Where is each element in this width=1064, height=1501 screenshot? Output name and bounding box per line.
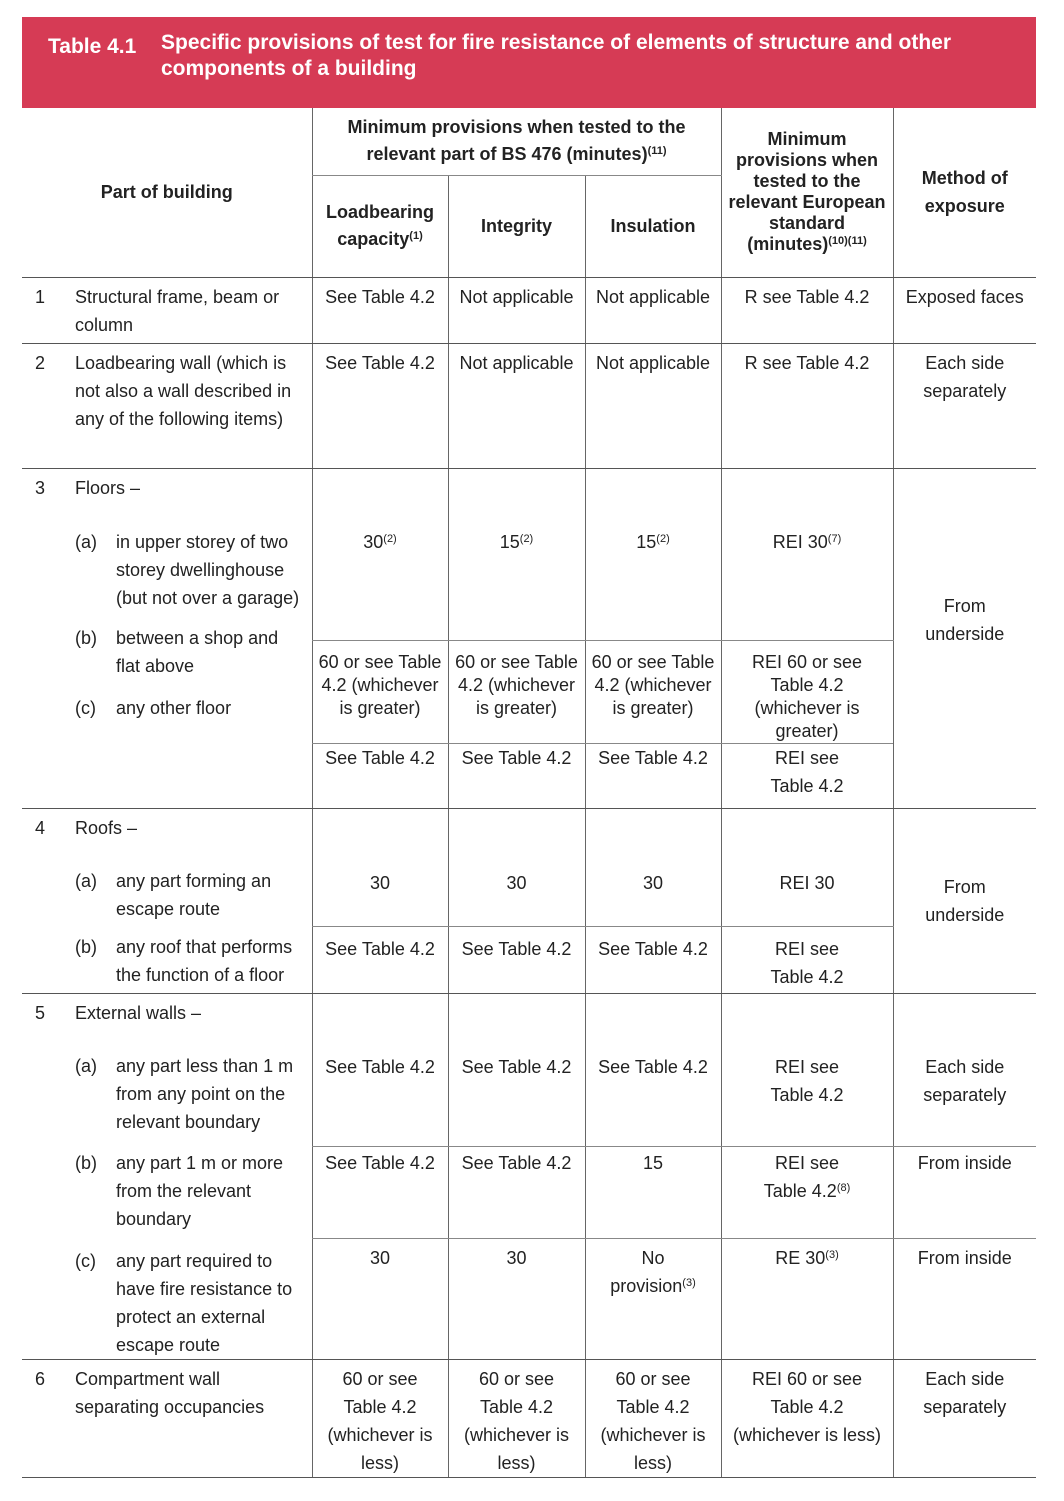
- row-number: 1: [22, 277, 67, 343]
- cell-integrity: 30: [448, 1239, 585, 1359]
- header-loadbearing: [312, 175, 448, 277]
- table-title: Specific provisions of test for fire resistance of elements of structure and other components of a building: [161, 31, 952, 80]
- cell-loadbearing: 60 or see Table 4.2 (whichever is greater): [312, 640, 448, 743]
- footnote-ref: (2): [656, 532, 670, 545]
- value: 30: [363, 531, 384, 552]
- cell-insulation: See Table 4.2: [585, 926, 721, 993]
- subitem-label: (c): [75, 1250, 96, 1271]
- value: 15: [499, 531, 520, 552]
- cell-method: From inside: [893, 1146, 1036, 1238]
- footnote-ref: (2): [383, 532, 397, 545]
- table-row: [22, 468, 1036, 640]
- cell-insulation: See Table 4.2: [585, 993, 721, 1146]
- cell-loadbearing: See Table 4.2: [312, 277, 448, 343]
- row-part: Floors –: [75, 477, 141, 498]
- cell-european: REI 60 or see Table 4.2 (whichever is greater): [721, 640, 893, 743]
- cell-method: Each side separately: [893, 343, 1036, 468]
- row-part-group: [67, 468, 312, 808]
- cell-insulation: 60 or see Table 4.2 (whichever is greater): [585, 640, 721, 743]
- cell-integrity: See Table 4.2: [448, 743, 585, 808]
- cell-european: REI 60 or see Table 4.2 (whichever is less): [721, 1359, 893, 1477]
- table-row: [22, 993, 1036, 1146]
- row-number: 3: [22, 468, 67, 808]
- subitem-label: (b): [75, 936, 97, 957]
- subitem-floors-a: [75, 528, 306, 612]
- header-integrity: Integrity: [448, 175, 585, 277]
- subitem-text: any part less than 1 m from any point on the relevant boundary: [116, 1055, 294, 1132]
- fire-resistance-table: [22, 108, 1036, 1478]
- row-part-group: [67, 993, 312, 1359]
- cell-european: REI see Table 4.2: [721, 743, 893, 808]
- row-number: 6: [22, 1359, 67, 1477]
- cell-insulation: [585, 468, 721, 640]
- subitem-text: any part forming an escape route: [116, 870, 272, 919]
- row-number: 5: [22, 993, 67, 1359]
- subitem-label: (c): [75, 697, 96, 718]
- footnote-ref: (8): [836, 1181, 851, 1194]
- cell-european: [721, 1239, 893, 1359]
- row-part: External walls –: [75, 1002, 202, 1023]
- table-row: [22, 808, 1036, 926]
- value: REI see Table 4.2: [763, 1152, 840, 1201]
- subitem-roofs-a: [75, 867, 306, 923]
- value: RE 30: [775, 1248, 826, 1269]
- cell-method: Exposed faces: [893, 277, 1036, 343]
- cell-insulation: 15: [585, 1146, 721, 1238]
- subitem-text: any part 1 m or more from the relevant boundary: [116, 1152, 284, 1229]
- cell-european: REI see Table 4.2: [721, 926, 893, 993]
- subitem-label: (a): [75, 1055, 97, 1076]
- subitem-walls-b: [75, 1149, 306, 1233]
- subitem-roofs-b: [75, 933, 306, 989]
- header-european-sup: (10)(11): [828, 235, 867, 248]
- cell-integrity: 60 or see Table 4.2 (whichever is greater): [448, 640, 585, 743]
- cell-loadbearing: See Table 4.2: [312, 343, 448, 468]
- value: REI 30: [772, 531, 828, 552]
- cell-european: [721, 1146, 893, 1238]
- cell-insulation: See Table 4.2: [585, 743, 721, 808]
- table-row: [22, 1359, 1036, 1477]
- cell-integrity: 30: [448, 808, 585, 926]
- cell-european: REI 30: [721, 808, 893, 926]
- cell-integrity: See Table 4.2: [448, 1146, 585, 1238]
- header-loadbearing-text: Loadbearing capacity: [325, 202, 434, 249]
- footnote-ref: (7): [827, 532, 842, 545]
- row-part: Loadbearing wall (which is not also a wall described in any of the following items): [67, 343, 312, 468]
- cell-european: R see Table 4.2: [721, 343, 893, 468]
- value: 15: [636, 531, 657, 552]
- cell-integrity: See Table 4.2: [448, 993, 585, 1146]
- footnote-ref: (3): [825, 1249, 839, 1262]
- header-method: Method of exposure: [893, 108, 1036, 277]
- row-part: Structural frame, beam or column: [67, 277, 312, 343]
- cell-loadbearing: See Table 4.2: [312, 743, 448, 808]
- table-row: [22, 343, 1036, 468]
- cell-european: R see Table 4.2: [721, 277, 893, 343]
- cell-insulation: 30: [585, 808, 721, 926]
- table-number: Table 4.1: [48, 35, 137, 58]
- subitem-floors-c: [75, 694, 306, 722]
- cell-integrity: 60 or see Table 4.2 (whichever is less): [448, 1359, 585, 1477]
- cell-loadbearing: See Table 4.2: [312, 1146, 448, 1238]
- subitem-label: (a): [75, 531, 97, 552]
- cell-loadbearing: 30: [312, 808, 448, 926]
- subitem-label: (b): [75, 1152, 97, 1173]
- footnote-ref: (3): [682, 1277, 696, 1290]
- cell-method: Each side separately: [893, 1359, 1036, 1477]
- header-part-of-building: Part of building: [22, 108, 312, 277]
- cell-integrity: Not applicable: [448, 277, 585, 343]
- header-bs476-sup: (11): [647, 145, 667, 158]
- subitem-floors-b: [75, 624, 306, 680]
- table-title-banner: [22, 17, 1036, 108]
- cell-insulation: Not applicable: [585, 277, 721, 343]
- cell-method: Each side separately: [893, 993, 1036, 1146]
- cell-method: From inside: [893, 1239, 1036, 1359]
- subitem-label: (b): [75, 627, 97, 648]
- row-number: 4: [22, 808, 67, 993]
- cell-integrity: See Table 4.2: [448, 926, 585, 993]
- header-insulation: Insulation: [585, 175, 721, 277]
- header-european-text: Minimum provisions when tested to the relevant European standard (minutes): [728, 129, 886, 255]
- cell-loadbearing: 60 or see Table 4.2 (whichever is less): [312, 1359, 448, 1477]
- row-part-group: [67, 808, 312, 993]
- subitem-text: in upper storey of two storey dwellinghouse (but not over a garage): [116, 531, 300, 608]
- subitem-label: (a): [75, 870, 97, 891]
- cell-loadbearing: See Table 4.2: [312, 926, 448, 993]
- cell-european: REI see Table 4.2: [721, 993, 893, 1146]
- cell-insulation: 60 or see Table 4.2 (whichever is less): [585, 1359, 721, 1477]
- cell-method: From underside: [893, 468, 1036, 808]
- subitem-walls-c: [75, 1247, 306, 1359]
- table-row: [22, 277, 1036, 343]
- cell-european: [721, 468, 893, 640]
- cell-integrity: Not applicable: [448, 343, 585, 468]
- subitem-text: any other floor: [116, 697, 232, 718]
- cell-integrity: [448, 468, 585, 640]
- value: No provision: [610, 1248, 683, 1297]
- cell-method: From underside: [893, 808, 1036, 993]
- cell-insulation: Not applicable: [585, 343, 721, 468]
- cell-loadbearing: See Table 4.2: [312, 993, 448, 1146]
- row-number: 2: [22, 343, 67, 468]
- row-part: Roofs –: [75, 817, 138, 838]
- subitem-text: any part required to have fire resistance to protect an external escape route: [116, 1250, 293, 1355]
- header-bs476-group: [312, 108, 721, 175]
- subitem-text: between a shop and flat above: [116, 627, 279, 676]
- subitem-walls-a: [75, 1052, 306, 1136]
- row-part: Compartment wall separating occupancies: [67, 1359, 312, 1477]
- cell-loadbearing: [312, 468, 448, 640]
- header-bs476-text: Minimum provisions when tested to the relevant part of BS 476 (minutes): [347, 117, 686, 165]
- cell-insulation: [585, 1239, 721, 1359]
- header-loadbearing-sup: (1): [409, 230, 423, 242]
- header-european: [721, 108, 893, 277]
- cell-loadbearing: 30: [312, 1239, 448, 1359]
- footnote-ref: (2): [519, 532, 534, 545]
- subitem-text: any roof that performs the function of a floor: [116, 936, 293, 985]
